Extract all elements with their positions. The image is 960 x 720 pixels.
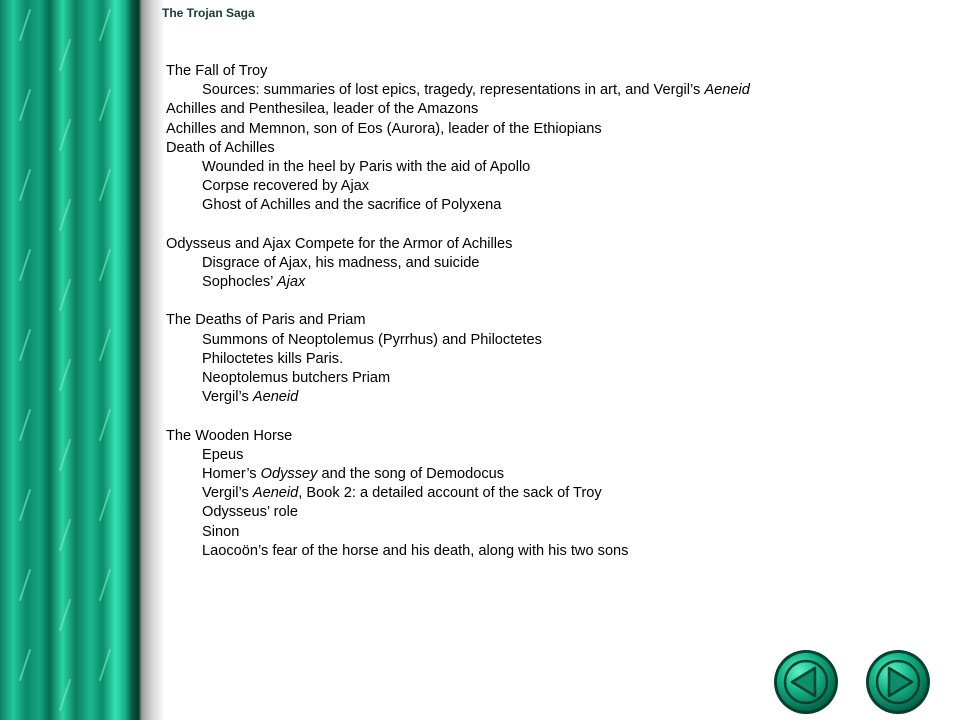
sub-bullet-line	[166, 158, 946, 177]
line-text: Vergil’s	[202, 389, 253, 406]
slide-outline	[166, 62, 946, 561]
sub-bullet-line	[166, 331, 946, 350]
line-text: The Fall of Troy	[166, 63, 268, 79]
line-text: Wounded in the heel by Paris with the aid of Apollo	[202, 158, 531, 175]
blank-line	[166, 292, 946, 311]
italic-title-text: Ajax	[276, 274, 306, 291]
sub-bullet-line	[166, 523, 946, 542]
sub-bullet-line	[166, 446, 946, 465]
sub-bullet-line	[166, 177, 946, 196]
line-text: Death of Achilles	[166, 139, 275, 156]
sub-bullet-line	[166, 81, 946, 100]
italic-title-text: Aeneid	[252, 389, 299, 406]
line-text: Corpse recovered by Ajax	[202, 178, 370, 195]
line-text: Laocoön’s fear of the horse and his death, along with his two sons	[202, 542, 629, 559]
line-text: Homer’s	[202, 465, 261, 482]
line-text: and the song of Demodocus	[317, 465, 505, 482]
sub-bullet-line	[166, 254, 946, 273]
line-text: Philoctetes kills Paris.	[202, 350, 344, 367]
line-text: Sources: summaries of lost epics, tragedy, representations in art, and Vergil’s	[202, 82, 705, 99]
sub-bullet-line	[166, 273, 946, 292]
line-text: Vergil’s	[202, 485, 253, 502]
sub-bullet-line	[166, 484, 946, 503]
next-slide-button[interactable]	[865, 649, 931, 715]
line-text: Achilles and Memnon, son of Eos (Aurora), leader of the Ethiopians	[166, 120, 602, 137]
line-text: Sophocles’	[202, 274, 277, 291]
line-text: Disgrace of Ajax, his madness, and suicide	[202, 254, 480, 271]
presentation-title: The Trojan Saga	[162, 6, 255, 20]
sub-bullet-line	[166, 350, 946, 369]
line-text: Odysseus’ role	[202, 504, 298, 521]
previous-slide-button[interactable]	[773, 649, 839, 715]
sub-bullet-line	[166, 196, 946, 215]
line-text: Summons of Neoptolemus (Pyrrhus) and Philoctetes	[202, 331, 542, 348]
sub-bullet-line	[166, 503, 946, 522]
blank-line	[166, 216, 946, 235]
sub-bullet-line	[166, 542, 946, 561]
sub-bullet-line	[166, 465, 946, 484]
italic-title-text: Aeneid	[252, 485, 299, 502]
italic-title-text: Aeneid	[704, 82, 750, 99]
line-text: Epeus	[202, 446, 244, 463]
line-text: Ghost of Achilles and the sacrifice of Polyxena	[202, 197, 502, 214]
italic-title-text: Odyssey	[260, 465, 318, 482]
line-text: Neoptolemus butchers Priam	[202, 370, 391, 386]
line-text: , Book 2: a detailed account of the sack of Troy	[298, 485, 602, 502]
topic-heading-line	[166, 120, 946, 139]
sub-bullet-line	[166, 369, 946, 388]
topic-heading-line	[166, 311, 946, 330]
line-text: Odysseus and Ajax Compete for the Armor of Achilles	[166, 235, 513, 252]
topic-heading-line	[166, 62, 946, 81]
topic-heading-line	[166, 100, 946, 119]
line-text: The Deaths of Paris and Priam	[166, 312, 366, 329]
topic-heading-line	[166, 427, 946, 446]
decorative-curtain-band	[0, 0, 165, 720]
topic-heading-line	[166, 139, 946, 158]
blank-line	[166, 407, 946, 426]
sub-bullet-line	[166, 388, 946, 407]
line-text: Achilles and Penthesilea, leader of the Amazons	[166, 101, 479, 118]
topic-heading-line	[166, 235, 946, 254]
line-text: Sinon	[202, 523, 240, 540]
line-text: The Wooden Horse	[166, 427, 293, 444]
